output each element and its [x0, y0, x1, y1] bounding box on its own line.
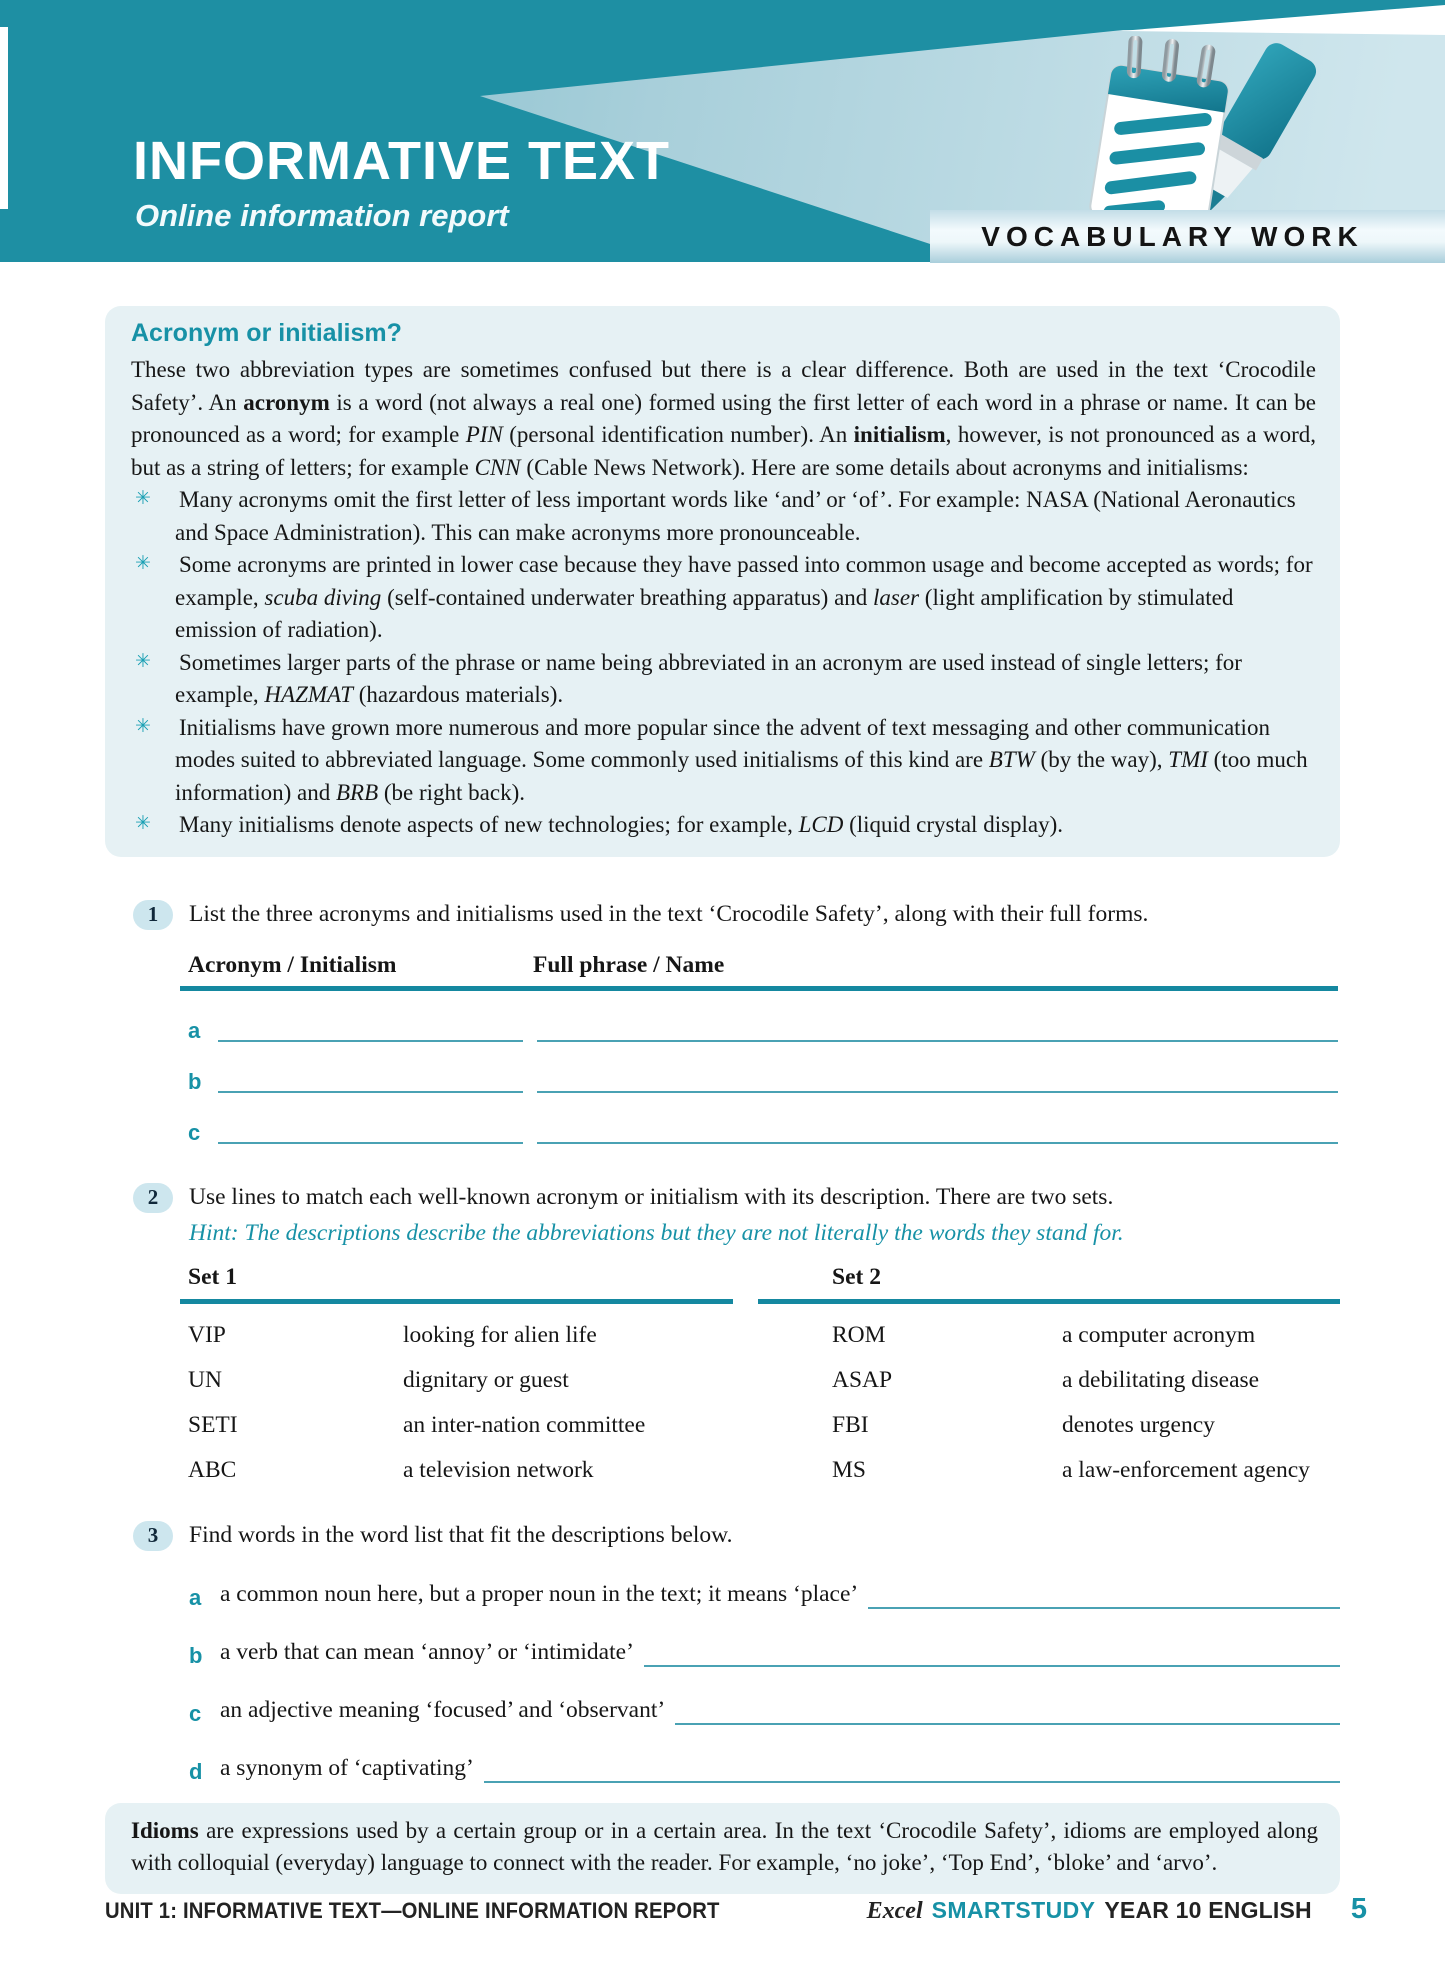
bullet-item — [127, 647, 1316, 712]
matching-sets — [180, 1264, 1340, 1484]
item-text: a verb that can mean ‘annoy’ or ‘intimidate’ — [220, 1638, 634, 1665]
answer-line[interactable] — [644, 1637, 1340, 1667]
q1-answer-table — [180, 952, 1338, 1144]
item-letter: a — [189, 1584, 202, 1610]
row-letter: b — [188, 1068, 202, 1094]
match-abbreviation[interactable]: UN — [188, 1366, 222, 1393]
question-1-number-badge: 1 — [133, 900, 173, 930]
page-footer — [105, 1893, 1367, 1926]
question-3-number-badge: 3 — [133, 1521, 173, 1551]
info-box-heading: Acronym or initialism? — [131, 319, 402, 347]
question-3-text: Find words in the word list that fit the descriptions below. — [189, 1521, 733, 1548]
match-description[interactable]: looking for alien life — [403, 1321, 597, 1348]
answer-line[interactable] — [484, 1753, 1340, 1783]
answer-line[interactable] — [675, 1695, 1340, 1725]
match-description[interactable]: a law-enforcement agency — [1062, 1456, 1310, 1483]
answer-line-acronym[interactable] — [218, 1065, 523, 1093]
question-2-hint: Hint: The descriptions describe the abbreviations but they are not literally the words they stand for. — [189, 1219, 1124, 1246]
star-bullet-icon: ✳ — [135, 649, 151, 672]
match-abbreviation[interactable]: ABC — [188, 1456, 237, 1483]
q3-item-a — [189, 1577, 1340, 1609]
brand-smartstudy: SMARTSTUDY — [931, 1897, 1096, 1923]
page-number: 5 — [1350, 1893, 1367, 1925]
idioms-text: Idioms are expressions used by a certain group or in a certain area. In the text ‘Crocodile Safety’, idioms are employed along with colloquial (everyday) language to connect with the reader. For example, ‘no joke’, ‘Top End’, ‘bloke’ and ‘arvo’. — [131, 1817, 1318, 1875]
item-letter: b — [189, 1642, 203, 1668]
idioms-info-box — [105, 1803, 1340, 1894]
question-3 — [105, 1520, 1340, 1783]
q1-column-header-fullphrase: Full phrase / Name — [533, 951, 725, 978]
match-row — [758, 1364, 1340, 1394]
match-row — [180, 1454, 733, 1484]
item-letter: c — [189, 1700, 202, 1726]
brand-excel: Excel — [866, 1898, 923, 1924]
row-letter: a — [188, 1017, 201, 1043]
set-1-rule — [180, 1299, 733, 1304]
match-row — [758, 1454, 1340, 1484]
vocabulary-work-banner — [930, 210, 1445, 263]
match-abbreviation[interactable]: ASAP — [832, 1366, 893, 1393]
star-bullet-icon: ✳ — [135, 552, 151, 574]
match-description[interactable]: denotes urgency — [1062, 1411, 1215, 1438]
answer-line-acronym[interactable] — [218, 1014, 523, 1042]
match-row — [180, 1409, 733, 1439]
bullet-item — [127, 712, 1316, 810]
answer-line-fullphrase[interactable] — [537, 1065, 1338, 1093]
star-bullet-icon: ✳ — [135, 487, 151, 509]
info-box-bullet-list — [127, 484, 1316, 842]
match-description[interactable]: a computer acronym — [1062, 1321, 1256, 1348]
set-2 — [758, 1264, 1340, 1484]
q3-item-b — [189, 1635, 1340, 1667]
match-abbreviation[interactable]: MS — [832, 1456, 866, 1483]
answer-line-fullphrase[interactable] — [537, 1014, 1338, 1042]
bullet-item — [127, 484, 1316, 549]
match-abbreviation[interactable]: VIP — [188, 1321, 226, 1348]
match-description[interactable]: a television network — [403, 1456, 594, 1483]
bullet-text: Sometimes larger parts of the phrase or name being abbreviated in an acronym are used instead of single letters; for example, HAZMAT (hazardous materials). — [175, 649, 1242, 707]
item-letter: d — [189, 1758, 203, 1784]
bullet-text: Initialisms have grown more numerous and more popular since the advent of text messaging and other communication modes suited to abbreviated language. Some commonly used initialisms of this kind are BTW (by the way), TMI (too much information) and BRB (be right back). — [175, 714, 1308, 805]
answer-line-fullphrase[interactable] — [537, 1116, 1338, 1144]
header-left-notch — [0, 27, 8, 209]
page-subtitle: Online information report — [135, 198, 509, 233]
star-bullet-icon: ✳ — [135, 812, 151, 834]
match-row — [180, 1364, 733, 1394]
page-content — [105, 262, 1340, 1894]
info-box-intro: These two abbreviation types are sometimes confused but there is a clear difference. Both are used in the text ‘Crocodile Safety’. An acronym is a word (not always a real one) formed using the first letter of each word in a phrase or name. It can be pronounced as a word; for example PIN (personal identification number). An initialism, however, is not pronounced as a word, but as a string of letters; for example CNN (Cable News Network). Here are some details about acronyms and initialisms: — [131, 357, 1316, 480]
q1-column-header-acronym: Acronym / Initialism — [188, 951, 397, 978]
q3-item-c — [189, 1693, 1340, 1725]
set-1-title: Set 1 — [188, 1263, 237, 1290]
footer-unit-label: UNIT 1: INFORMATIVE TEXT—ONLINE INFORMATION REPORT — [105, 1898, 720, 1923]
bullet-item — [127, 549, 1316, 647]
q1-answer-row-c — [180, 1114, 1338, 1144]
q1-answer-row-a — [180, 1012, 1338, 1042]
match-description[interactable]: dignitary or guest — [403, 1366, 569, 1393]
answer-line-acronym[interactable] — [218, 1116, 523, 1144]
q1-answer-row-b — [180, 1063, 1338, 1093]
match-row — [758, 1319, 1340, 1349]
q1-header-rule — [180, 986, 1338, 991]
set-2-title: Set 2 — [832, 1263, 881, 1290]
set-1 — [180, 1264, 733, 1484]
question-2 — [105, 1182, 1340, 1484]
question-1-text: List the three acronyms and initialisms used in the text ‘Crocodile Safety’, along with their full forms. — [189, 900, 1149, 927]
answer-line[interactable] — [868, 1579, 1340, 1609]
question-2-text: Use lines to match each well-known acronym or initialism with its description. There are two sets. — [189, 1183, 1114, 1210]
item-text: a common noun here, but a proper noun in the text; it means ‘place’ — [220, 1580, 859, 1607]
q1-table-header — [180, 952, 1338, 979]
question-1 — [105, 899, 1340, 1144]
q3-item-d — [189, 1751, 1340, 1783]
page-header — [0, 0, 1445, 262]
banner-label: VOCABULARY WORK — [981, 220, 1364, 252]
match-description[interactable]: an inter-nation committee — [403, 1411, 646, 1438]
bullet-text: Some acronyms are printed in lower case because they have passed into common usage and become accepted as words; for example, scuba diving (self-contained underwater breathing apparatus) and laser (light amplification by stimulated emission of radiation). — [175, 552, 1313, 642]
acronym-info-box — [105, 306, 1340, 857]
match-abbreviation[interactable]: FBI — [832, 1411, 869, 1438]
row-letter: c — [188, 1119, 201, 1145]
item-text: an adjective meaning ‘focused’ and ‘observant’ — [220, 1696, 666, 1723]
footer-brand — [867, 1893, 1367, 1926]
brand-year-english: YEAR 10 ENGLISH — [1104, 1897, 1312, 1923]
question-2-number-badge: 2 — [133, 1183, 173, 1213]
page-title: INFORMATIVE TEXT — [133, 131, 670, 191]
match-description[interactable]: a debilitating disease — [1062, 1366, 1260, 1393]
bullet-text: Many initialisms denote aspects of new technologies; for example, LCD (liquid crystal display). — [179, 812, 1064, 837]
match-row — [180, 1319, 733, 1349]
match-abbreviation[interactable]: SETI — [188, 1411, 238, 1438]
bullet-item — [127, 809, 1316, 842]
match-row — [758, 1409, 1340, 1439]
star-bullet-icon: ✳ — [135, 714, 151, 737]
set-2-rule — [758, 1299, 1340, 1304]
bullet-text: Many acronyms omit the first letter of less important words like ‘and’ or ‘of’. For example: NASA (National Aeronautics and Space Administration). This can make acronyms more pronounceable. — [175, 487, 1296, 545]
match-abbreviation[interactable]: ROM — [832, 1321, 886, 1348]
item-text: a synonym of ‘captivating’ — [220, 1754, 474, 1781]
